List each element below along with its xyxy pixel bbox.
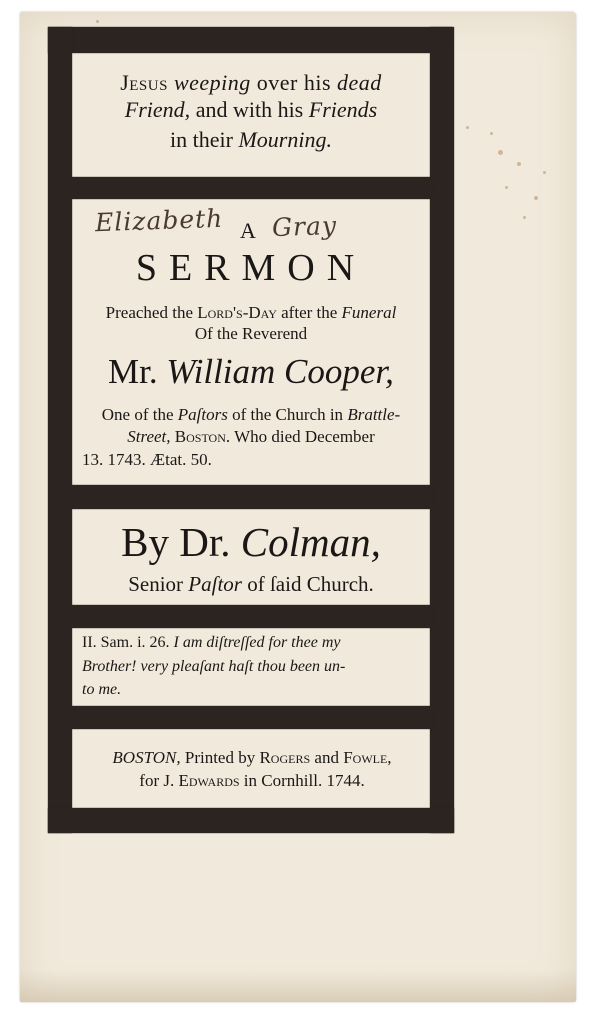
sermon-detail-1 — [74, 405, 428, 425]
border-right — [430, 27, 454, 833]
sermon-detail-3: 13. 1743. Ætat. 50. — [82, 450, 212, 469]
sermon-funeral: Funeral — [341, 303, 397, 322]
sermon-name — [74, 352, 428, 392]
detail-one-of-the: One of the — [101, 405, 174, 424]
sermon-after-the: after the — [281, 303, 338, 322]
title-word-friend: Friend, — [124, 97, 191, 122]
sermon-article: A — [240, 218, 258, 243]
detail-of-the-church-in: of the Church in — [232, 405, 344, 424]
title-word-weeping: weeping — [173, 70, 251, 95]
foxing-spot — [466, 126, 469, 129]
detail-who-died: Who died December — [234, 427, 375, 446]
sermon-line-1 — [74, 303, 428, 323]
imprint-rogers: Rogers — [259, 748, 311, 767]
imprint-fowle: Fowle, — [343, 748, 392, 767]
title-line-1 — [76, 70, 426, 96]
title-word-friends: Friends — [308, 97, 378, 122]
signature-last-name: Gray — [271, 210, 338, 243]
page-edge-shadow — [20, 970, 576, 1002]
imprint-year: 1744. — [326, 771, 365, 790]
sermon-detail-2 — [74, 427, 428, 447]
role-senior: Senior — [128, 572, 184, 596]
border-bottom — [48, 808, 454, 833]
sermon-lords-day: Lord's-Day — [197, 303, 277, 322]
sermon-preached: Preached the — [105, 303, 193, 322]
scripture-line-2: Brother! very pleaſant haſt thou been un- — [82, 658, 346, 675]
role-pastor: Paſtor — [188, 572, 242, 596]
sermon-name-william-cooper: William Cooper, — [166, 352, 394, 391]
author-colman: Colman, — [240, 519, 381, 565]
imprint-for-j: for J. — [139, 771, 175, 790]
scripture-reference: II. Sam. i. 26. — [82, 634, 170, 651]
title-words-in-their: in their — [170, 127, 233, 152]
title-line-2 — [76, 97, 426, 123]
imprint-edwards: Edwards — [178, 771, 240, 790]
border-left — [48, 27, 72, 833]
author-by-dr: By Dr. — [121, 519, 231, 565]
author-by-line — [74, 518, 428, 566]
detail-boston: Boston. — [174, 427, 231, 446]
scripture-line-3: to me. — [82, 681, 122, 698]
signature-first-name: Elizabeth — [94, 203, 224, 238]
sermon-line-2: Of the Reverend — [194, 324, 308, 343]
foxing-spot — [523, 216, 526, 219]
imprint-in-cornhill: in Cornhill. — [243, 771, 323, 790]
scripture-line-1 — [82, 634, 426, 652]
foxing-spot — [498, 150, 503, 155]
foxing-spot — [517, 162, 521, 166]
divider-2 — [70, 485, 432, 509]
foxing-spot — [534, 196, 538, 200]
title-words-over-his: over his — [256, 70, 332, 95]
detail-pastors: Paſtors — [177, 405, 228, 424]
divider-4 — [70, 706, 432, 729]
sermon-heading: SERMON — [135, 247, 367, 289]
sermon-name-mr: Mr. — [108, 352, 158, 391]
author-role — [74, 572, 428, 597]
imprint-and: and — [314, 748, 339, 767]
foxing-spot — [505, 186, 508, 189]
border-top — [48, 27, 452, 53]
imprint-boston: BOSTON, — [112, 748, 181, 767]
scripture-quote-1: I am diſtreſſed for thee my — [173, 634, 341, 651]
title-word-dead: dead — [337, 70, 382, 95]
imprint-line-1 — [76, 748, 428, 768]
title-words-and-with-his: and with his — [195, 97, 304, 122]
imprint-line-2 — [76, 771, 428, 791]
title-word-mourning: Mourning. — [238, 127, 332, 152]
foxing-spot — [96, 20, 99, 23]
title-word-jesus: Jesus — [120, 70, 168, 95]
detail-street: Street, — [127, 427, 171, 446]
foxing-spot — [543, 171, 546, 174]
foxing-spot — [490, 132, 493, 135]
divider-1 — [70, 177, 432, 199]
role-of-said-church: of ſaid Church. — [247, 572, 374, 596]
title-line-3 — [76, 127, 426, 153]
divider-3 — [70, 605, 432, 628]
detail-brattle: Brattle- — [347, 405, 401, 424]
imprint-printed-by: Printed by — [184, 748, 256, 767]
